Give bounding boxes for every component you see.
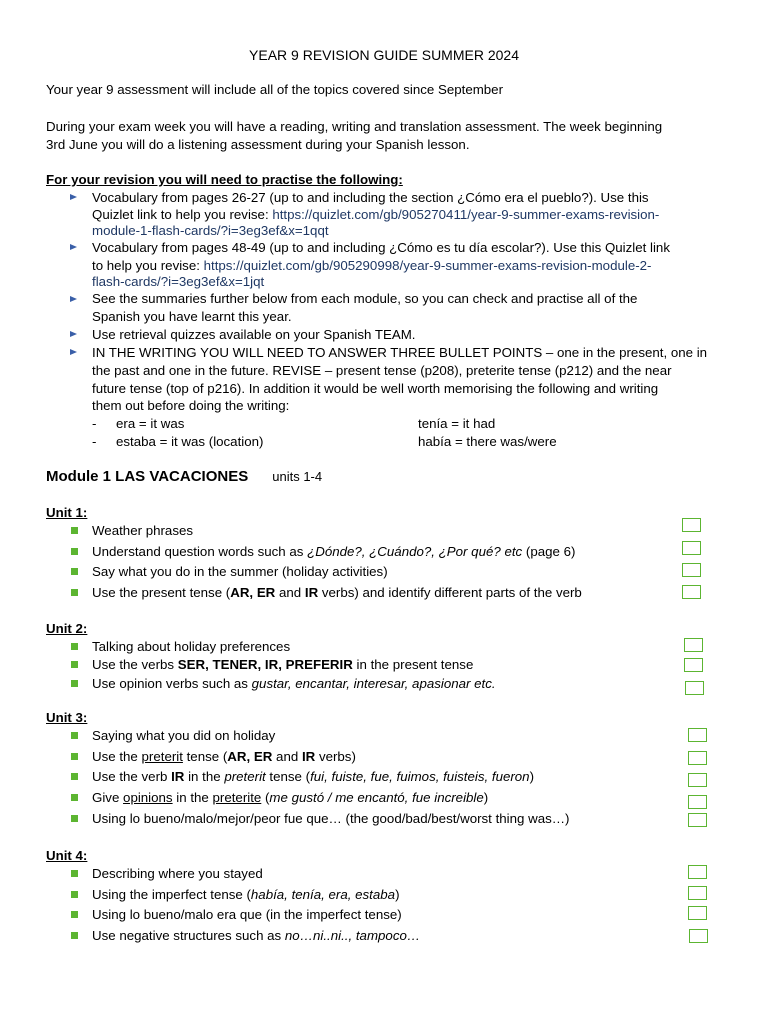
bullet-5-line-1: IN THE WRITING YOU WILL NEED TO ANSWER THREE BULLET POINTS – one in the present, one in — [92, 345, 708, 360]
bullet-arrow-icon — [70, 244, 77, 250]
text: IR — [301, 749, 316, 764]
unit-3-item-3 — [92, 768, 534, 786]
text: tense ( — [265, 769, 311, 784]
unit-4-item-4 — [92, 927, 420, 945]
text: AR, ER — [227, 749, 273, 764]
unit-3-item-2 — [92, 748, 356, 766]
verb-era: era = it was — [116, 416, 185, 431]
checkbox-unit-3-item-5[interactable] — [688, 813, 707, 827]
text: in the — [184, 769, 225, 784]
unit-2-item-2 — [92, 656, 473, 674]
unit-1-item-4 — [92, 584, 582, 602]
bullet-5-line-4: them out before doing the writing: — [92, 398, 290, 413]
text: preterit — [141, 749, 183, 764]
checkbox-unit-1-item-1[interactable] — [682, 518, 701, 532]
checkbox-unit-1-item-2[interactable] — [682, 541, 701, 555]
text: IR — [304, 585, 319, 600]
verb-tenia: tenía = it had — [418, 416, 496, 431]
text: fui, fuiste, fue, fuimos, fuisteis, fueron — [310, 769, 530, 784]
bullet-5-line-2: the past and one in the future. REVISE – present tense (p208), preterite tense (p212) and the near — [92, 363, 672, 378]
text: ) — [483, 790, 489, 805]
bullet-square-icon — [71, 870, 78, 877]
text: gustar, encantar, interesar, apasionar etc. — [251, 676, 496, 691]
bullet-square-icon — [71, 815, 78, 822]
text: ( — [261, 790, 270, 805]
checkbox-unit-3-item-3[interactable] — [688, 773, 707, 787]
checkbox-unit-4-item-4[interactable] — [689, 929, 708, 943]
text: verbs) — [315, 749, 356, 764]
text: verbs) and identify different parts of the verb — [318, 585, 582, 600]
bullet-square-icon — [71, 911, 78, 918]
bullet-square-icon — [71, 568, 78, 575]
verb-estaba: estaba = it was (location) — [116, 434, 264, 449]
checkbox-unit-1-item-3[interactable] — [682, 563, 701, 577]
quizlet-link-module-2-cont[interactable]: flash-cards/?i=3eg3ef&x=1jqt — [92, 274, 265, 289]
bullet-1-text: Quizlet link to help you revise: — [92, 207, 273, 222]
bullet-square-icon — [71, 661, 78, 668]
text: había, tenía, era, estaba — [250, 887, 396, 902]
unit-4-heading: Unit 4: — [46, 848, 88, 863]
bullet-3-line-1: See the summaries further below from each module, so you can check and practise all of the — [92, 291, 638, 306]
unit-3-item-5: Using lo bueno/malo/mejor/peor fue que… (the good/bad/best/worst thing was…) — [92, 811, 570, 826]
checkbox-unit-4-item-3[interactable] — [688, 906, 707, 920]
checkbox-unit-3-item-2[interactable] — [688, 751, 707, 765]
text: preterite — [212, 790, 262, 805]
text: Use the present tense ( — [92, 585, 231, 600]
text: Use negative structures such as — [92, 928, 285, 943]
page-title: YEAR 9 REVISION GUIDE SUMMER 2024 — [249, 47, 519, 63]
intro-text: Your year 9 assessment will include all of the topics covered since September — [46, 82, 504, 97]
bullet-square-icon — [71, 589, 78, 596]
quizlet-link-module-2[interactable]: https://quizlet.com/gb/905290998/year-9-summer-exams-revision-module-2- — [203, 258, 652, 273]
text: (page 6) — [522, 544, 576, 559]
dash-marker: - — [92, 434, 97, 449]
bullet-2-line-1: Vocabulary from pages 48-49 (up to and including ¿Cómo es tu día escolar?). Use this Quizlet link — [92, 240, 670, 255]
text: Understand question words such as — [92, 544, 308, 559]
unit-3-item-1: Saying what you did on holiday — [92, 728, 276, 743]
text: ) — [529, 769, 535, 784]
unit-3-item-4 — [92, 789, 488, 807]
checkbox-unit-3-item-4[interactable] — [688, 795, 707, 809]
text: ) — [395, 887, 400, 902]
text: Give — [92, 790, 124, 805]
unit-4-item-1: Describing where you stayed — [92, 866, 263, 881]
text: in the — [172, 790, 213, 805]
bullet-arrow-icon — [70, 194, 77, 200]
unit-1-item-3: Say what you do in the summer (holiday activities) — [92, 564, 388, 579]
exam-text-line-1: During your exam week you will have a reading, writing and translation assessment. The week beginning — [46, 119, 663, 134]
text: SER, TENER, IR, PREFERIR — [177, 657, 353, 672]
text: no…ni..ni.., tampoco… — [284, 928, 421, 943]
unit-3-heading: Unit 3: — [46, 710, 88, 725]
module-name: Module 1 LAS VACACIONES — [46, 468, 249, 485]
checkbox-unit-2-item-3[interactable] — [685, 681, 704, 695]
bullet-1-line-1: Vocabulary from pages 26-27 (up to and including the section ¿Cómo era el pueblo?). Use this — [92, 190, 649, 205]
text: ¿Dónde?, ¿Cuándo?, ¿Por qué? etc — [307, 544, 523, 559]
text: Use the — [92, 749, 142, 764]
bullet-square-icon — [71, 891, 78, 898]
text: AR, ER — [230, 585, 276, 600]
unit-4-item-3: Using lo bueno/malo era que (in the imperfect tense) — [92, 907, 402, 922]
text: Use the verb — [92, 769, 172, 784]
bullet-square-icon — [71, 680, 78, 687]
checkbox-unit-2-item-1[interactable] — [684, 638, 703, 652]
bullet-5-line-3: future tense (top of p216). In addition it would be well worth memorising the following and writing — [92, 381, 659, 396]
bullet-square-icon — [71, 732, 78, 739]
checkbox-unit-1-item-4[interactable] — [682, 585, 701, 599]
quizlet-link-module-1[interactable]: https://quizlet.com/gb/905270411/year-9-summer-exams-revision- — [272, 207, 660, 222]
bullet-square-icon — [71, 643, 78, 650]
bullet-3-line-2: Spanish you have learnt this year. — [92, 309, 292, 324]
bullet-arrow-icon — [70, 331, 77, 337]
bullet-square-icon — [71, 527, 78, 534]
bullet-square-icon — [71, 548, 78, 555]
text: IR — [171, 769, 185, 784]
text: preterit — [224, 769, 266, 784]
unit-4-item-2 — [92, 886, 400, 904]
bullet-4-line-1: Use retrieval quizzes available on your Spanish TEAM. — [92, 327, 416, 342]
text: Use opinion verbs such as — [92, 676, 252, 691]
text: Using the imperfect tense ( — [92, 887, 251, 902]
unit-2-item-3 — [92, 675, 496, 693]
bullet-square-icon — [71, 794, 78, 801]
checkbox-unit-2-item-2[interactable] — [684, 658, 703, 672]
unit-1-item-2 — [92, 543, 575, 561]
dash-marker: - — [92, 416, 97, 431]
module-heading — [46, 468, 322, 486]
checkbox-unit-4-item-1[interactable] — [688, 865, 707, 879]
quizlet-link-module-1-cont[interactable]: module-1-flash-cards/?i=3eg3ef&x=1qqt — [92, 223, 329, 238]
bullet-square-icon — [71, 753, 78, 760]
module-units: units 1-4 — [272, 469, 323, 484]
exam-text-line-2: 3rd June you will do a listening assessment during your Spanish lesson. — [46, 137, 470, 152]
text: Use the verbs — [92, 657, 178, 672]
checkbox-unit-3-item-1[interactable] — [688, 728, 707, 742]
unit-1-item-1: Weather phrases — [92, 523, 194, 538]
unit-2-heading: Unit 2: — [46, 621, 88, 636]
bullet-arrow-icon — [70, 296, 77, 302]
text: opinions — [123, 790, 173, 805]
bullet-arrow-icon — [70, 349, 77, 355]
revision-heading: For your revision you will need to practise the following: — [46, 172, 403, 187]
text: tense ( — [182, 749, 228, 764]
bullet-2-text: to help you revise: — [92, 258, 204, 273]
text: and — [275, 585, 305, 600]
bullet-square-icon — [71, 932, 78, 939]
text: in the present tense — [352, 657, 474, 672]
text: me gustó / me encantó, fue increible — [269, 790, 484, 805]
checkbox-unit-4-item-2[interactable] — [688, 886, 707, 900]
unit-2-item-1: Talking about holiday preferences — [92, 639, 291, 654]
verb-habia: había = there was/were — [418, 434, 557, 449]
bullet-square-icon — [71, 773, 78, 780]
text: and — [272, 749, 302, 764]
unit-1-heading: Unit 1: — [46, 505, 88, 520]
